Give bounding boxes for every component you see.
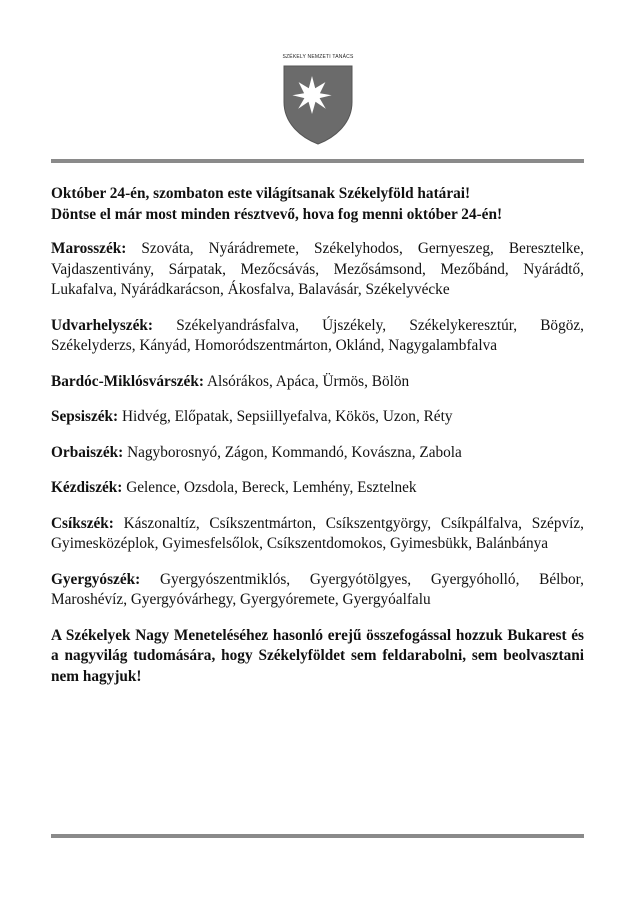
top-divider (51, 159, 584, 163)
shield-star-crescent-icon (278, 62, 358, 146)
region-marosszek (51, 239, 584, 301)
region-gyergyoszek (51, 570, 584, 611)
region-places: Kászonaltíz, Csíkszentmárton, Csíkszentgyörgy, Csíkpálfalva, Szépvíz, Gyimesközéplok, Gyimesfelsőlok, Csíkszentdomokos, Gyimesbükk, Balánbánya (51, 514, 584, 552)
region-places: Gyergyószentmiklós, Gyergyótölgyes, Gyergyóholló, Bélbor, Maroshévíz, Gyergyóvárhegy, Gyergyóremete, Gyergyóalfalu (51, 570, 584, 608)
bottom-divider (51, 834, 584, 838)
region-name: Marosszék: (51, 240, 127, 257)
region-udvarhelyszek (51, 316, 584, 357)
region-name: Orbaiszék: (51, 443, 124, 461)
intro-heading (51, 184, 584, 225)
region-name: Sepsiszék: (51, 408, 119, 425)
region-places: Székelyandrásfalva, Újszékely, Székelykeresztúr, Bögöz, Székelyderzs, Kányád, Homoródszentmárton, Oklánd, Nagygalambfalva (51, 316, 584, 354)
region-name: Kézdiszék: (51, 479, 123, 496)
region-bardoc-miklosvarszek (51, 372, 584, 393)
region-orbaiszek (51, 443, 584, 464)
region-name: Udvarhelyszék: (51, 316, 153, 334)
region-csikszek (51, 514, 584, 555)
document-body (51, 184, 584, 687)
region-places: Nagyborosnyó, Zágon, Kommandó, Kovászna, Zabola (127, 443, 462, 461)
closing-statement: A Székelyek Nagy Meneteléséhez hasonló erejű összefogással hozzuk Bukarest és a nagyvilág tudomására, hogy Székelyföldet sem feldarabolni, sem beolvasztani nem hagyjuk! (51, 626, 584, 685)
emblem (278, 54, 358, 146)
intro-line-1: Október 24-én, szombaton este világítsanak Székelyföld határai! (51, 185, 471, 202)
region-name: Gyergyószék: (51, 570, 141, 588)
region-places: Alsórákos, Apáca, Ürmös, Bölön (206, 372, 410, 390)
region-kezdiszek (51, 478, 584, 499)
organization-name: SZÉKELY NEMZETI TANÁCS (282, 54, 354, 60)
region-places: Gelence, Ozsdola, Bereck, Lemhény, Esztelnek (126, 479, 417, 496)
region-name: Csíkszék: (51, 514, 114, 532)
region-name: Bardóc-Miklósvárszék: (51, 372, 204, 390)
region-sepsiszek (51, 407, 584, 428)
region-places: Szováta, Nyárádremete, Székelyhodos, Gernyeszeg, Beresztelke, Vajdaszentivány, Sárpatak, Mezőcsávás, Mezősámsond, Mezőbánd, Nyárádtő, Lukafalva, Nyárádkarácson, Ákosfalva, Balavásár, Székelyvécke (51, 240, 584, 298)
intro-line-2: Döntse el már most minden résztvevő, hova fog menni október 24-én! (51, 205, 503, 223)
region-places: Hidvég, Előpatak, Sepsiillyefalva, Kökös, Uzon, Réty (121, 408, 453, 425)
